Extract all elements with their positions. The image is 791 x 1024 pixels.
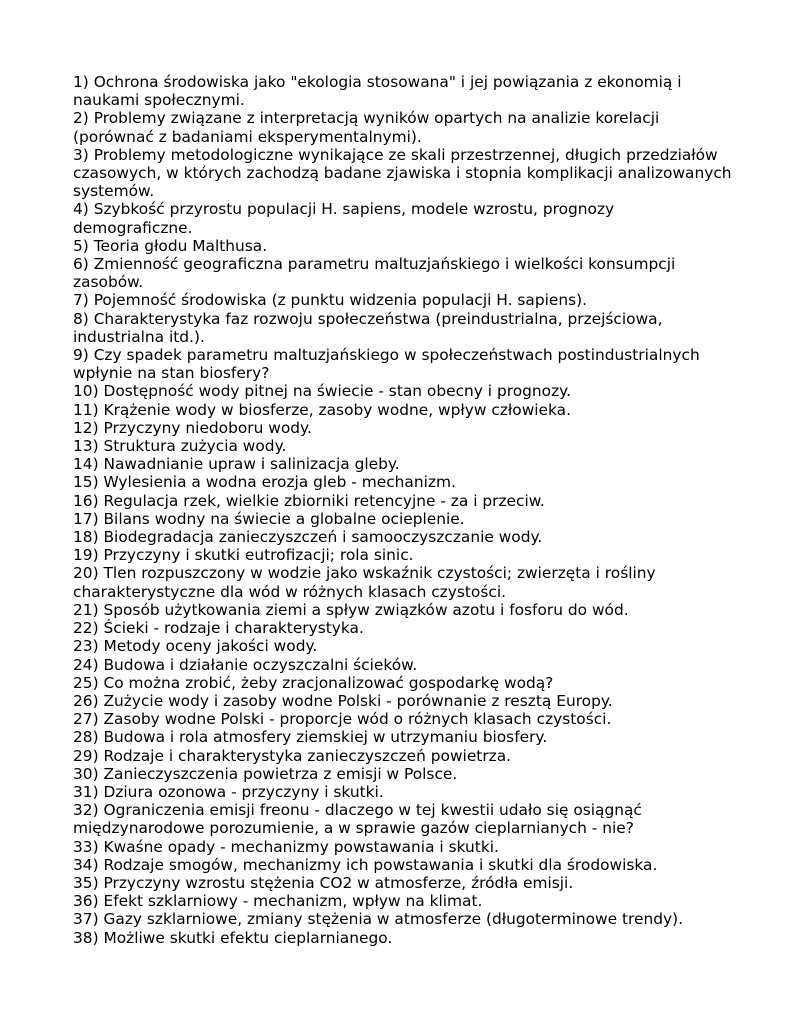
list-item: 27) Zasoby wodne Polski - proporcje wód o różnych klasach czystości.	[73, 710, 612, 729]
list-item: 22) Ścieki - rodzaje i charakterystyka.	[73, 619, 364, 638]
list-item: 17) Bilans wodny na świecie a globalne ocieplenie.	[73, 509, 465, 528]
list-item: 14) Nawadnianie upraw i salinizacja gleby.	[73, 455, 400, 474]
list-item: 12) Przyczyny niedoboru wody.	[73, 418, 312, 437]
list-item: 30) Zanieczyszczenia powietrza z emisji w Polsce.	[73, 764, 458, 783]
list-item: 37) Gazy szklarniowe, zmiany stężenia w atmosferze (długoterminowe trendy).	[73, 910, 684, 929]
list-item: 13) Struktura zużycia wody.	[73, 437, 287, 456]
list-item: 9) Czy spadek parametru maltuzjańskiego w społeczeństwach postindustrialnych wpłynie na stan biosfery?	[73, 346, 700, 383]
list-item: 36) Efekt szklarniowy - mechanizm, wpływ na klimat.	[73, 892, 483, 911]
list-item: 11) Krążenie wody w biosferze, zasoby wodne, wpływ człowieka.	[73, 400, 571, 419]
list-item: 38) Możliwe skutki efektu cieplarnianego.	[73, 928, 393, 947]
list-item: 31) Dziura ozonowa - przyczyny i skutki.	[73, 782, 384, 801]
list-item: 1) Ochrona środowiska jako "ekologia stosowana" i jej powiązania z ekonomią i naukami społecznymi.	[73, 73, 682, 110]
list-item: 18) Biodegradacja zanieczyszczeń i samooczyszczanie wody.	[73, 528, 543, 547]
list-item: 21) Sposób użytkowania ziemi a spływ związków azotu i fosforu do wód.	[73, 600, 629, 619]
list-item: 6) Zmienność geograficzna parametru maltuzjańskiego i wielkości konsumpcji zasobów.	[73, 255, 676, 292]
list-item: 24) Budowa i działanie oczyszczalni ścieków.	[73, 655, 418, 674]
list-item: 25) Co można zrobić, żeby zracjonalizować gospodarkę wodą?	[73, 673, 554, 692]
list-item: 3) Problemy metodologiczne wynikające ze skali przestrzennej, długich przedziałów czasowych, w których zachodzą badane zjawiska i stopnia komplikacji analizowanych systemów.	[73, 145, 732, 201]
list-item: 23) Metody oceny jakości wody.	[73, 637, 318, 656]
list-item: 8) Charakterystyka faz rozwoju społeczeństwa (preindustrialna, przejściowa, industrialna itd.).	[73, 309, 663, 346]
list-item: 16) Regulacja rzek, wielkie zbiorniki retencyjne - za i przeciw.	[73, 491, 545, 510]
list-item: 29) Rodzaje i charakterystyka zanieczyszczeń powietrza.	[73, 746, 512, 765]
list-item: 35) Przyczyny wzrostu stężenia CO2 w atmosferze, źródła emisji.	[73, 873, 574, 892]
list-item: 26) Zużycie wody i zasoby wodne Polski - porównanie z resztą Europy.	[73, 691, 613, 710]
list-item: 15) Wylesienia a wodna erozja gleb - mechanizm.	[73, 473, 456, 492]
list-item: 2) Problemy związane z interpretacją wyników opartych na analizie korelacji (porównać z badaniami eksperymentalnymi).	[73, 109, 660, 146]
list-item: 4) Szybkość przyrostu populacji H. sapiens, modele wzrostu, prognozy demograficzne.	[73, 200, 615, 237]
list-item: 20) Tlen rozpuszczony w wodzie jako wskaźnik czystości; zwierzęta i rośliny charakterystyczne dla wód w różnych klasach czystości.	[73, 564, 656, 601]
document-page	[73, 73, 733, 947]
list-item: 32) Ograniczenia emisji freonu - dlaczego w tej kwestii udało się osiągnąć międzynarodowe porozumienie, a w sprawie gazów cieplarnianych - nie?	[73, 801, 642, 838]
list-item: 5) Teoria głodu Malthusa.	[73, 236, 268, 255]
list-item: 28) Budowa i rola atmosfery ziemskiej w utrzymaniu biosfery.	[73, 728, 548, 747]
list-item: 10) Dostępność wody pitnej na świecie - stan obecny i prognozy.	[73, 382, 571, 401]
list-item: 19) Przyczyny i skutki eutrofizacji; rola sinic.	[73, 546, 414, 565]
list-item: 33) Kwaśne opady - mechanizmy powstawania i skutki.	[73, 837, 499, 856]
list-item: 7) Pojemność środowiska (z punktu widzenia populacji H. sapiens).	[73, 291, 587, 310]
list-item: 34) Rodzaje smogów, mechanizmy ich powstawania i skutki dla środowiska.	[73, 855, 658, 874]
